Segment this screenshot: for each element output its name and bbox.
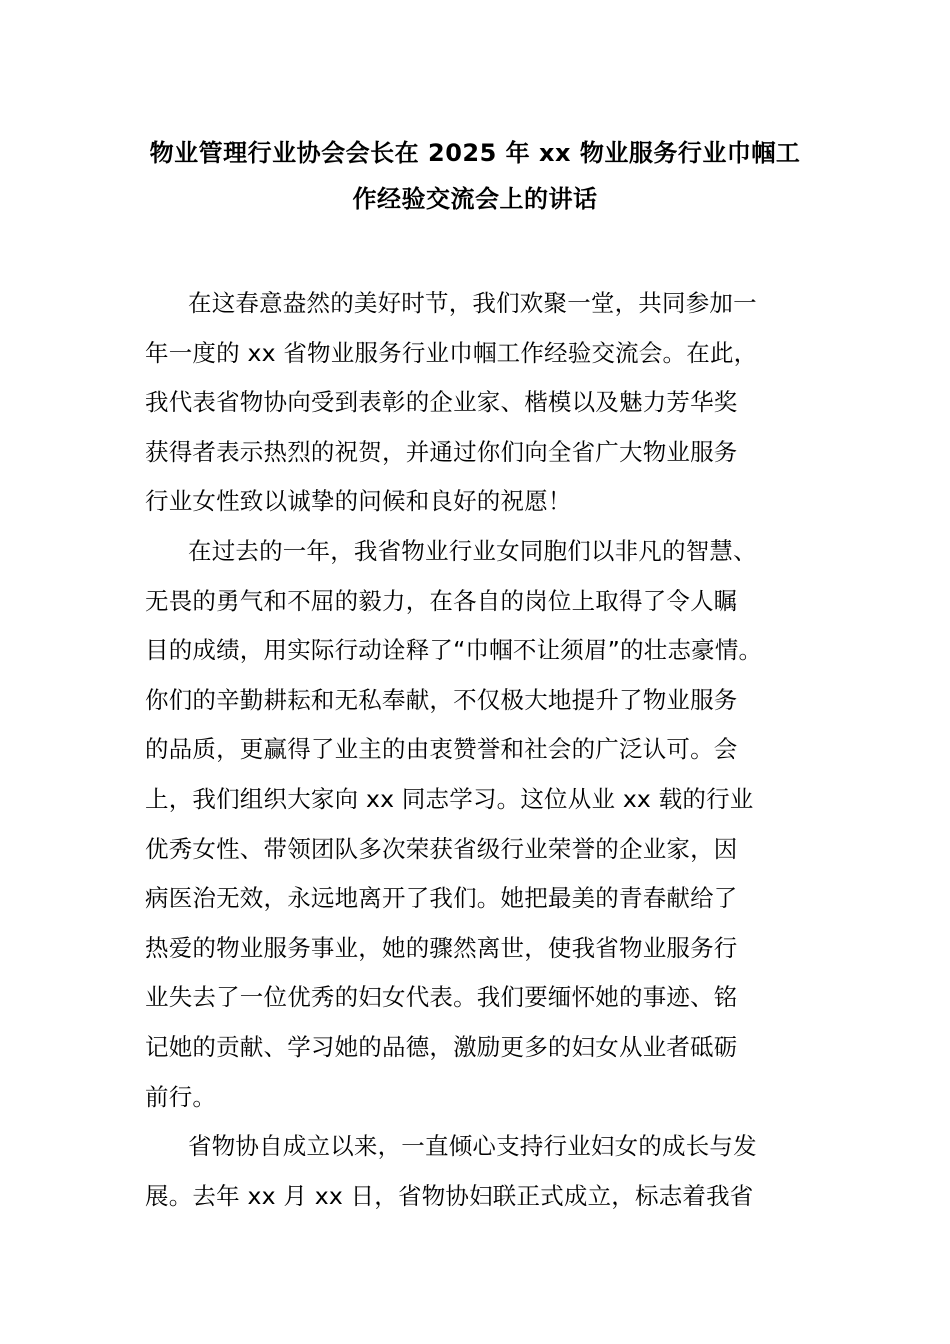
document-body <box>145 279 815 1221</box>
text-line: 省物协自成立以来，一直倾心支持行业妇女的成长与发 <box>188 1132 757 1161</box>
text-line: 在过去的一年，我省物业行业女同胞们以非凡的智慧、 <box>188 536 757 565</box>
text-line: 记她的贡献、学习她的品德，激励更多的妇女从业者砥砺 <box>145 1032 738 1061</box>
paragraph-2 <box>145 527 815 1122</box>
text-line: 热爱的物业服务事业，她的骤然离世，使我省物业服务行 <box>145 933 738 962</box>
text-line: 行业女性致以诚挚的问候和良好的祝愿！ <box>145 487 572 516</box>
paragraph-3 <box>145 1122 815 1221</box>
title-line: 作经验交流会上的讲话 <box>352 185 598 213</box>
text-line: 展。去年 xx 月 xx 日，省物协妇联正式成立，标志着我省 <box>145 1181 754 1210</box>
text-line: 无畏的勇气和不屈的毅力，在各自的岗位上取得了令人瞩 <box>145 586 738 615</box>
text-line: 获得者表示热烈的祝贺，并通过你们向全省广大物业服务 <box>145 437 738 466</box>
text-line: 你们的辛勤耕耘和无私奉献，不仅极大地提升了物业服务 <box>145 685 738 714</box>
text-line: 上，我们组织大家向 xx 同志学习。这位从业 xx 载的行业 <box>145 784 754 813</box>
document-title <box>130 130 820 222</box>
text-line: 年一度的 xx 省物业服务行业巾帼工作经验交流会。在此， <box>145 338 758 367</box>
text-line: 病医治无效，永远地离开了我们。她把最美的青春献给了 <box>145 884 738 913</box>
text-line: 我代表省物协向受到表彰的企业家、楷模以及魅力芳华奖 <box>145 388 738 417</box>
text-line: 业失去了一位优秀的妇女代表。我们要缅怀她的事迹、铭 <box>145 983 738 1012</box>
text-line: 目的成绩，用实际行动诠释了“巾帼不让须眉”的壮志豪情。 <box>145 636 763 665</box>
text-line: 在这春意盎然的美好时节，我们欢聚一堂，共同参加一 <box>188 289 757 317</box>
text-line: 前行。 <box>145 1082 217 1111</box>
text-line: 的品质，更赢得了业主的由衷赞誉和社会的广泛认可。会 <box>145 735 738 764</box>
paragraph-1 <box>145 279 815 527</box>
title-line: 物业管理行业协会会长在 2025 年 xx 物业服务行业巾帼工 <box>149 139 801 167</box>
text-line: 优秀女性、带领团队多次荣获省级行业荣誉的企业家，因 <box>145 834 738 863</box>
